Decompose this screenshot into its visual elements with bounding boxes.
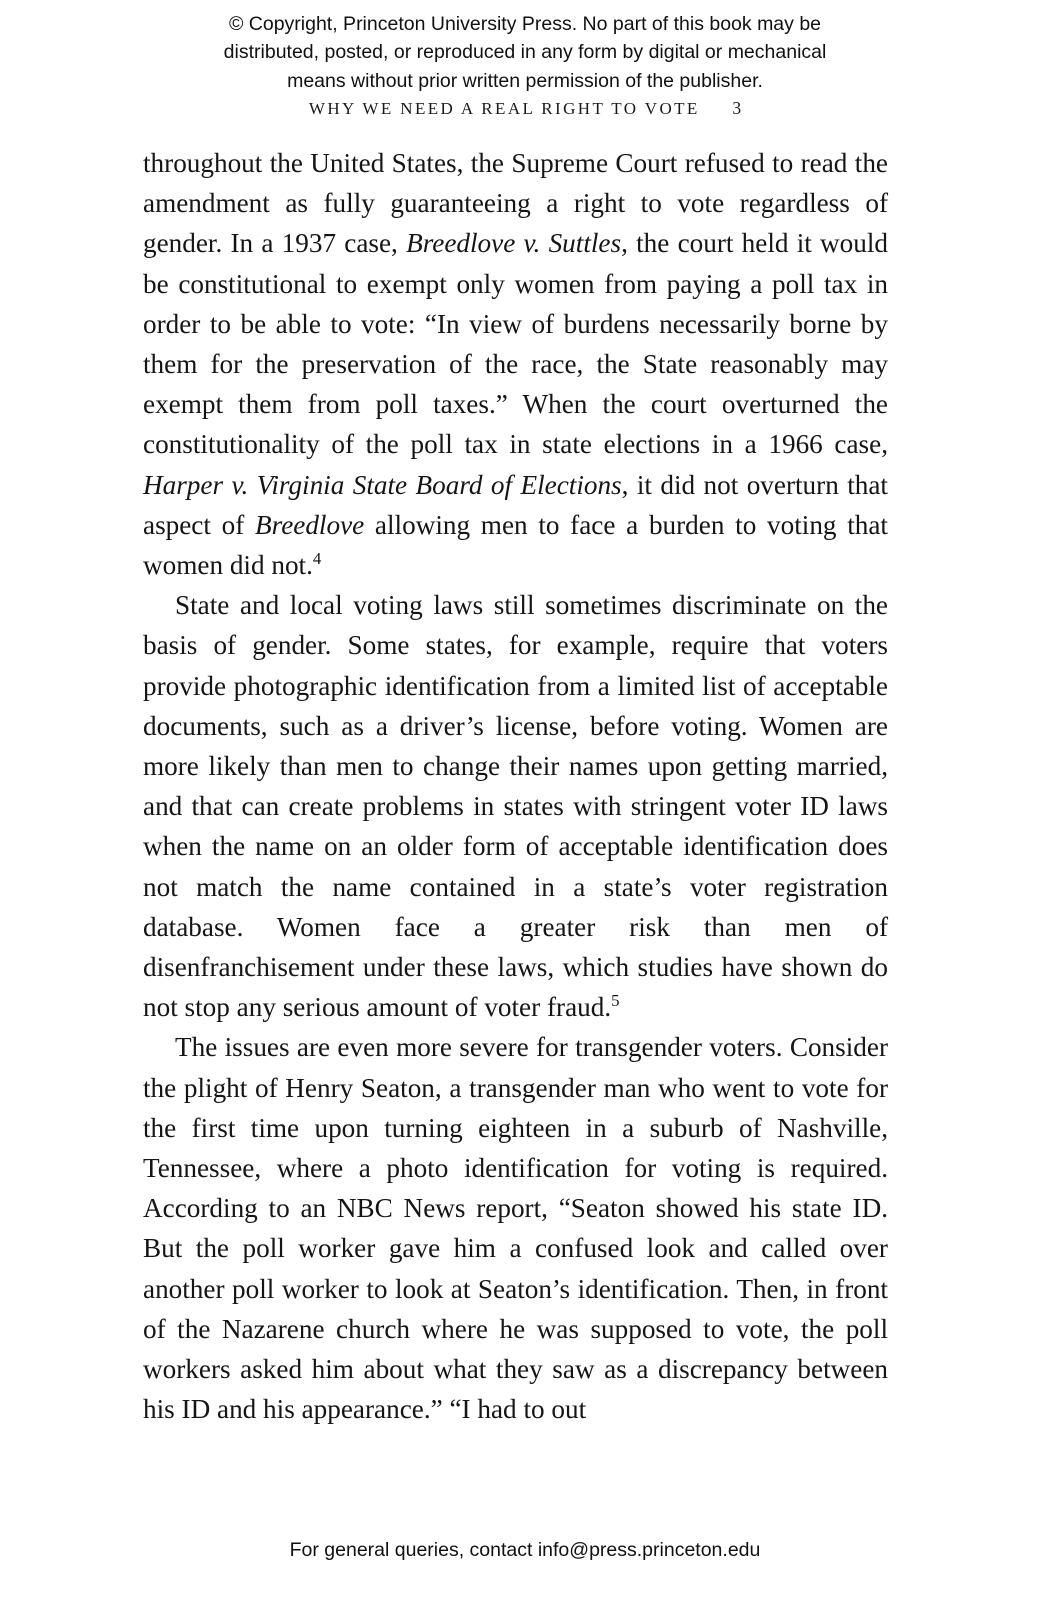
paragraph-1-part-c: , it did not overturn that aspect of <box>143 469 888 540</box>
running-head <box>0 98 1050 119</box>
paragraph-2-text: State and local voting laws still sometimes discriminate on the basis of gender. Some states, for example, require that voters provide photographic identification from a limited list of acceptable documents, such as a driver’s license, before voting. Women are more likely than men to change their names upon getting married, and that can create problems in states with stringent voter ID laws when the name on an older form of acceptable identification does not match the name contained in a state’s voter registration database. Women face a greater risk than men of disenfranchisement under these laws, which studies have shown do not stop any serious amount of voter fraud. <box>143 590 888 1023</box>
footnote-marker-4: 4 <box>312 548 322 568</box>
footnote-marker-5: 5 <box>611 991 620 1011</box>
page-number: 3 <box>732 98 742 118</box>
page-body <box>143 143 888 1430</box>
paragraph-3: The issues are even more severe for transgender voters. Consider the plight of Henry Seaton, a transgender man who went to vote for the first time upon turning eighteen in a suburb of Nashville, Tennessee, where a photo identification for voting is required. According to an NBC News report, “Seaton showed his state ID. But the poll worker gave him a confused look and called over another poll worker to look at Seaton’s identification. Then, in front of the Nazarene church where he was supposed to vote, the poll workers asked him about what they saw as a discrepancy between his ID and his appearance.” “I had to out <box>143 1032 888 1425</box>
case-name-harper-v-virginia: Harper v. Virginia State Board of Elections <box>143 469 622 500</box>
copyright-notice <box>0 10 1050 95</box>
paragraph-1-part-d: allowing men to face a burden to voting that women did not. <box>143 509 888 581</box>
footer-queries-note: For general queries, contact info@press.princeton.edu <box>289 1539 761 1561</box>
copyright-line-1: © Copyright, Princeton University Press. No part of this book may be <box>228 13 822 35</box>
case-name-breedlove: Breedlove <box>255 509 365 540</box>
paragraph-1-part-b: , the court held it would be constitutional to exempt only women from paying a poll tax in order to be able to vote: “In view of burdens necessarily borne by them for the preservation of the race, the State reasonably may exempt them from poll taxes.” When the court overturned the constitutionality of the poll tax in state elections in a 1966 case, <box>143 228 889 460</box>
running-head-title: WHY WE NEED A REAL RIGHT TO VOTE <box>308 99 700 118</box>
paragraph-2 <box>143 585 888 1027</box>
case-name-breedlove-v-suttles: Breedlove v. Suttles <box>406 228 622 259</box>
copyright-line-2: distributed, posted, or reproduced in any form by digital or mechanical <box>223 41 827 64</box>
paragraph-1 <box>143 143 888 585</box>
paragraph-1-part-a: throughout the United States, the Supreme Court refused to read the amendment as fully guaranteeing a right to vote regardless of gender. In a 1937 case, <box>143 148 888 259</box>
copyright-line-3: means without prior written permission of the publisher. <box>287 69 763 92</box>
